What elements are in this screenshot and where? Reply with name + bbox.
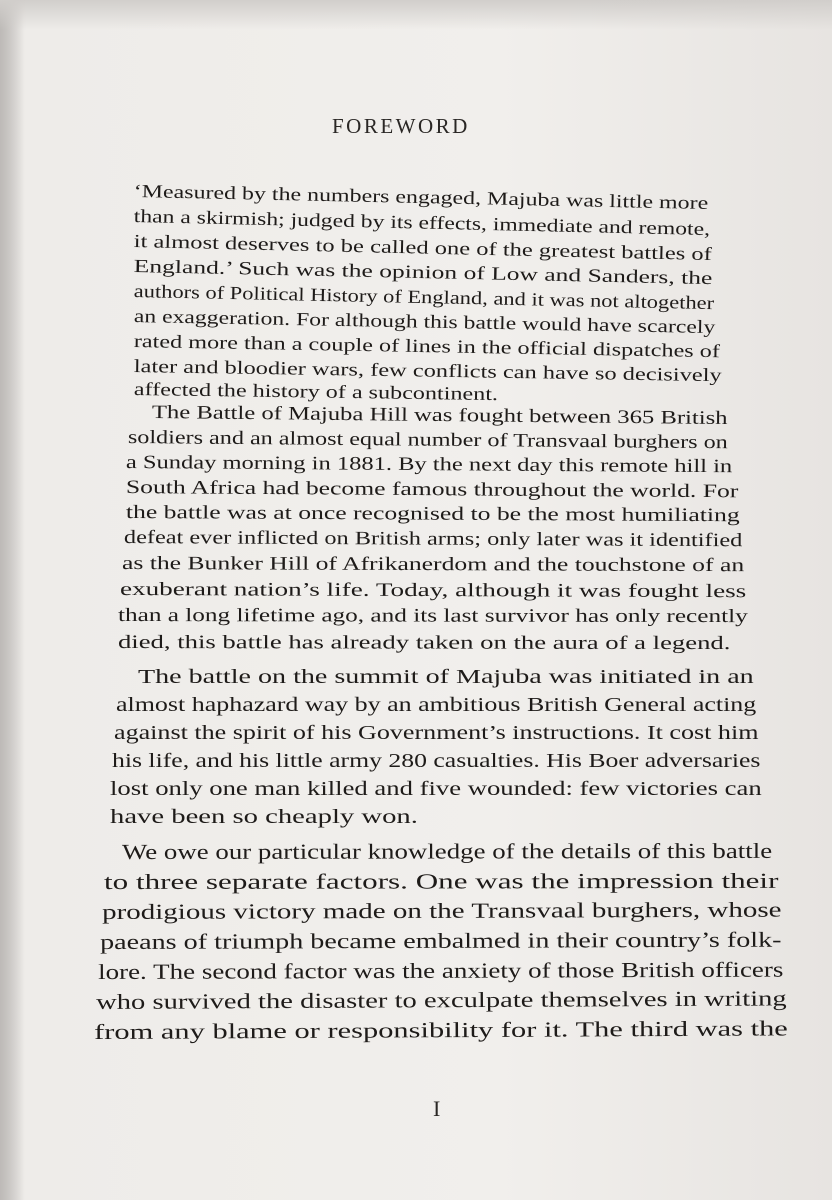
text-line: South Africa had become famous throughout the world. For	[125, 477, 739, 503]
text-line: exuberant nation’s life. Today, although it was fought less	[119, 579, 747, 603]
text-line: We owe our particular knowledge of the details of this battle	[122, 838, 773, 864]
text-line: than a long lifetime ago, and its last survivor has only recently	[117, 605, 748, 628]
text-line: have been so cheaply won.	[110, 806, 418, 828]
text-line: authors of Political History of England, and it was not altogether	[133, 282, 715, 315]
page-gutter-shadow	[0, 0, 24, 1200]
text-line: paeans of triumph became embalmed in their country’s folk-	[100, 927, 782, 954]
chapter-heading: FOREWORD	[332, 114, 470, 138]
text-line: affected the history of a subcontinent.	[133, 380, 499, 406]
text-line: it almost deserves to be called one of the greatest battles of	[133, 232, 713, 266]
text-line: England.’ Such was the opinion of Low and Sanders, the	[133, 257, 713, 290]
page-number: I	[433, 1096, 441, 1121]
text-line: defeat ever inflicted on British arms; only later was it identified	[123, 527, 743, 552]
text-line: later and bloodier wars, few conflicts can have so decisively	[133, 357, 722, 387]
text-line: died, this battle has already taken on the aura of a legend.	[117, 632, 731, 655]
text-line: soldiers and an almost equal number of Transvaal burghers on	[127, 427, 728, 454]
text-line: an exaggeration. For although this battle would have scarcely	[133, 307, 716, 339]
text-line: a Sunday morning in 1881. By the next day this remote hill in	[125, 452, 733, 478]
text-line: The Battle of Majuba Hill was fought between 365 British	[151, 402, 728, 430]
text-line: ‘Measured by the numbers engaged, Majuba was little more	[133, 182, 709, 215]
page-top-shadow	[0, 0, 832, 30]
text-line: rated more than a couple of lines in the official dispatches of	[133, 332, 721, 363]
text-line: prodigious victory made on the Transvaal burghers, whose	[102, 897, 782, 924]
text-line: his life, and his little army 280 casualties. His Boer adversaries	[112, 750, 761, 772]
text-line: almost haphazard way by an ambitious British General acting	[116, 694, 757, 716]
text-line: against the spirit of his Government’s instructions. It cost him	[114, 722, 759, 744]
text-line: from any blame or responsibility for it. The third was the	[94, 1016, 788, 1044]
text-line: who survived the disaster to exculpate themselves in writing	[96, 986, 787, 1014]
text-line: lore. The second factor was the anxiety of those British officers	[98, 957, 784, 984]
text-line: as the Bunker Hill of Afrikanerdom and the touchstone of an	[121, 553, 745, 577]
text-line: lost only one man killed and five wounded: few victories can	[110, 778, 762, 800]
text-line: The battle on the summit of Majuba was initiated in an	[138, 666, 754, 688]
text-line: the battle was at once recognised to be the most humiliating	[125, 502, 740, 527]
text-line: to three separate factors. One was the impression their	[104, 868, 779, 894]
text-line: than a skirmish; judged by its effects, immediate and remote,	[133, 207, 711, 241]
